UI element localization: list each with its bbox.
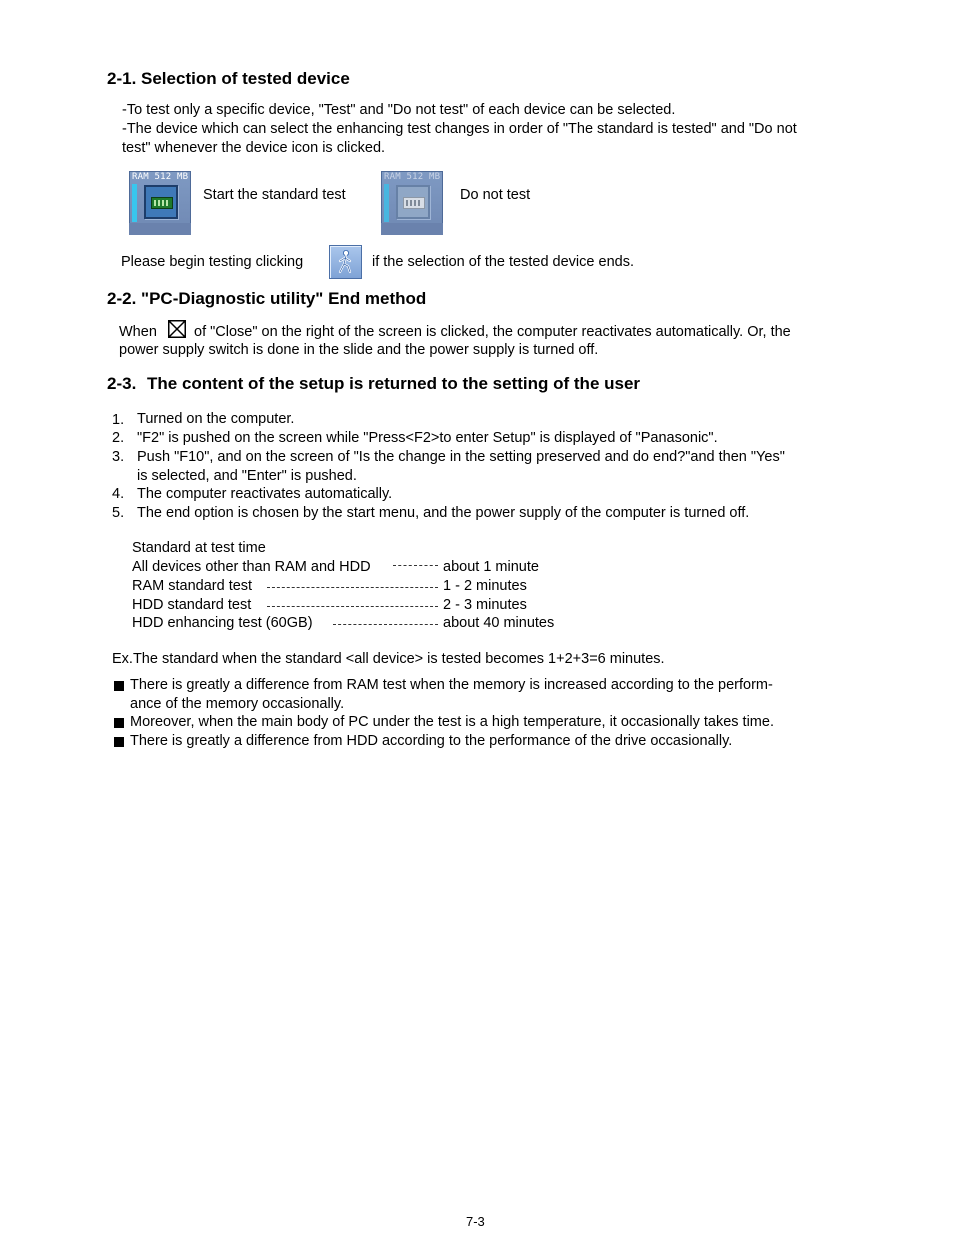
begin-text-before: Please begin testing clicking [121,254,304,270]
list-item-continuation: is selected, and "Enter" is pushed. [137,468,357,484]
note-text: There is greatly a difference from HDD according to the performance of the drive occasionally. [130,733,733,749]
test-time-value: about 1 minute [443,559,539,575]
caption-start-standard-test: Start the standard test [203,187,346,203]
list-item-number: 1. [112,412,125,428]
paragraph-when: When [119,324,157,340]
device-icon-test [129,171,191,235]
paragraph-line: test" whenever the device icon is clicked. [122,140,386,156]
caption-do-not-test: Do not test [460,187,531,203]
test-time-value: 1 - 2 minutes [443,578,527,594]
paragraph-line: power supply switch is done in the slide and the power supply is turned off. [119,342,599,358]
device-status-bar [384,184,389,222]
paragraph-line: of "Close" on the right of the screen is clicked, the computer reactivates automatically. Or, the [194,324,791,340]
list-item: "F2" is pushed on the screen while "Press<F2>to enter Setup" is displayed of "Panasonic". [137,430,718,446]
device-status-bar [132,184,137,222]
dotted-leader [267,587,438,588]
list-item-number: 2. [112,430,125,446]
test-time-title: Standard at test time [132,540,266,556]
device-icon-do-not-test [381,171,443,235]
test-time-label: HDD standard test [132,597,252,613]
example-text: Ex.The standard when the standard <all device> is tested becomes 1+2+3=6 minutes. [112,651,665,667]
paragraph-line: -The device which can select the enhancing test changes in order of "The standard is tested" and "Do not [122,121,797,137]
test-time-value: 2 - 3 minutes [443,597,527,613]
note-text: There is greatly a difference from RAM test when the memory is increased according to the perform- [130,677,773,693]
note-text-continuation: ance of the memory occasionally. [130,696,345,712]
memory-chip-icon [144,185,178,219]
page-number: 7-3 [466,1214,485,1229]
paragraph-line: -To test only a specific device, "Test" and "Do not test" of each device can be selected. [122,102,676,118]
test-time-label: HDD enhancing test (60GB) [132,615,313,631]
begin-text-after: if the selection of the tested device ends. [372,254,634,270]
dotted-leader [393,565,438,566]
bullet-square [114,681,124,691]
test-time-label: All devices other than RAM and HDD [132,559,371,575]
dotted-leader [267,606,438,607]
list-item: Turned on the computer. [137,411,295,427]
section-heading-2-2: 2-2. "PC-Diagnostic utility" End method [107,289,427,308]
section-heading-2-3: The content of the setup is returned to the setting of the user [147,374,641,393]
test-time-label: RAM standard test [132,578,253,594]
device-icon-label: RAM 512 MB [384,172,441,182]
note-text: Moreover, when the main body of PC under the test is a high temperature, it occasionally takes time. [130,714,774,730]
device-icon-label: RAM 512 MB [132,172,189,182]
list-item: The computer reactivates automatically. [137,486,393,502]
bullet-square [114,718,124,728]
list-item-number: 5. [112,505,125,521]
list-item: Push "F10", and on the screen of "Is the change in the setting preserved and do end?"and then "Yes" [137,449,785,465]
list-item: The end option is chosen by the start menu, and the power supply of the computer is turned off. [137,505,750,521]
test-time-value: about 40 minutes [443,615,555,631]
close-x-icon [168,320,186,338]
walking-person-icon [329,245,362,279]
list-item-number: 3. [112,449,125,465]
section-heading-2-3-number: 2-3. [107,374,137,393]
bullet-square [114,737,124,747]
list-item-number: 4. [112,486,125,502]
section-heading-2-1: 2-1. Selection of tested device [107,69,350,88]
memory-chip-disabled-icon [396,185,430,219]
dotted-leader [333,624,438,625]
